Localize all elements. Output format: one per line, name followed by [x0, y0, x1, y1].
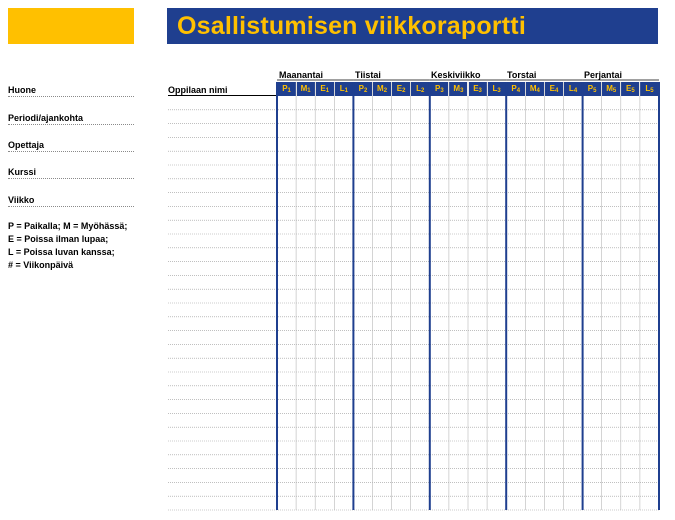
- column-header-l2: $L_2$: [411, 82, 429, 96]
- column-header-l1: $L_1$: [335, 82, 353, 96]
- column-header-e3: $E_3$: [469, 82, 487, 96]
- day-label-thursday: Torstai: [507, 70, 537, 80]
- day-label-monday: Maanantai: [279, 70, 324, 80]
- room-field[interactable]: Huone: [8, 84, 134, 97]
- column-header-l4: $L_4$: [564, 82, 582, 96]
- column-header-l5: $L_5$: [640, 82, 658, 96]
- column-header-m3: $M_3$: [449, 82, 467, 96]
- page-title-text: Osallistumisen viikkoraportti: [177, 11, 526, 40]
- teacher-field[interactable]: Opettaja: [8, 139, 134, 152]
- column-header-m5: $M_5$: [602, 82, 620, 96]
- column-header-e1: $E_1$: [316, 82, 334, 96]
- student-name-header: Oppilaan nimi: [168, 85, 228, 95]
- week-field[interactable]: Viikko: [8, 194, 134, 207]
- legend-line: # = Viikonpäivä: [8, 260, 74, 270]
- column-header-m2: $M_2$: [373, 82, 391, 96]
- column-header-p2: $P_2$: [354, 82, 372, 96]
- column-header-e4: $E_4$: [545, 82, 563, 96]
- column-header-p5: $P_5$: [583, 82, 601, 96]
- legend-line: E = Poissa ilman lupaa;: [8, 234, 109, 244]
- column-header-e2: $E_2$: [392, 82, 410, 96]
- day-label-friday: Perjantai: [584, 70, 623, 80]
- legend-line: P = Paikalla; M = Myöhässä;: [8, 221, 128, 231]
- day-label-wednesday: Keskiviikko: [431, 70, 481, 80]
- course-field[interactable]: Kurssi: [8, 166, 134, 179]
- column-header-l3: $L_3$: [488, 82, 506, 96]
- period-field[interactable]: Periodi/ajankohta: [8, 112, 134, 125]
- column-header-p3: $P_3$: [430, 82, 448, 96]
- day-label-tuesday: Tiistai: [355, 70, 381, 80]
- column-header-m1: $M_1$: [297, 82, 315, 96]
- column-header-e5: $E_5$: [621, 82, 639, 96]
- legend-line: L = Poissa luvan kanssa;: [8, 247, 115, 257]
- column-header-p4: $P_4$: [507, 82, 525, 96]
- column-header-m4: $M_4$: [526, 82, 544, 96]
- column-header-p1: $P_1$: [278, 82, 296, 96]
